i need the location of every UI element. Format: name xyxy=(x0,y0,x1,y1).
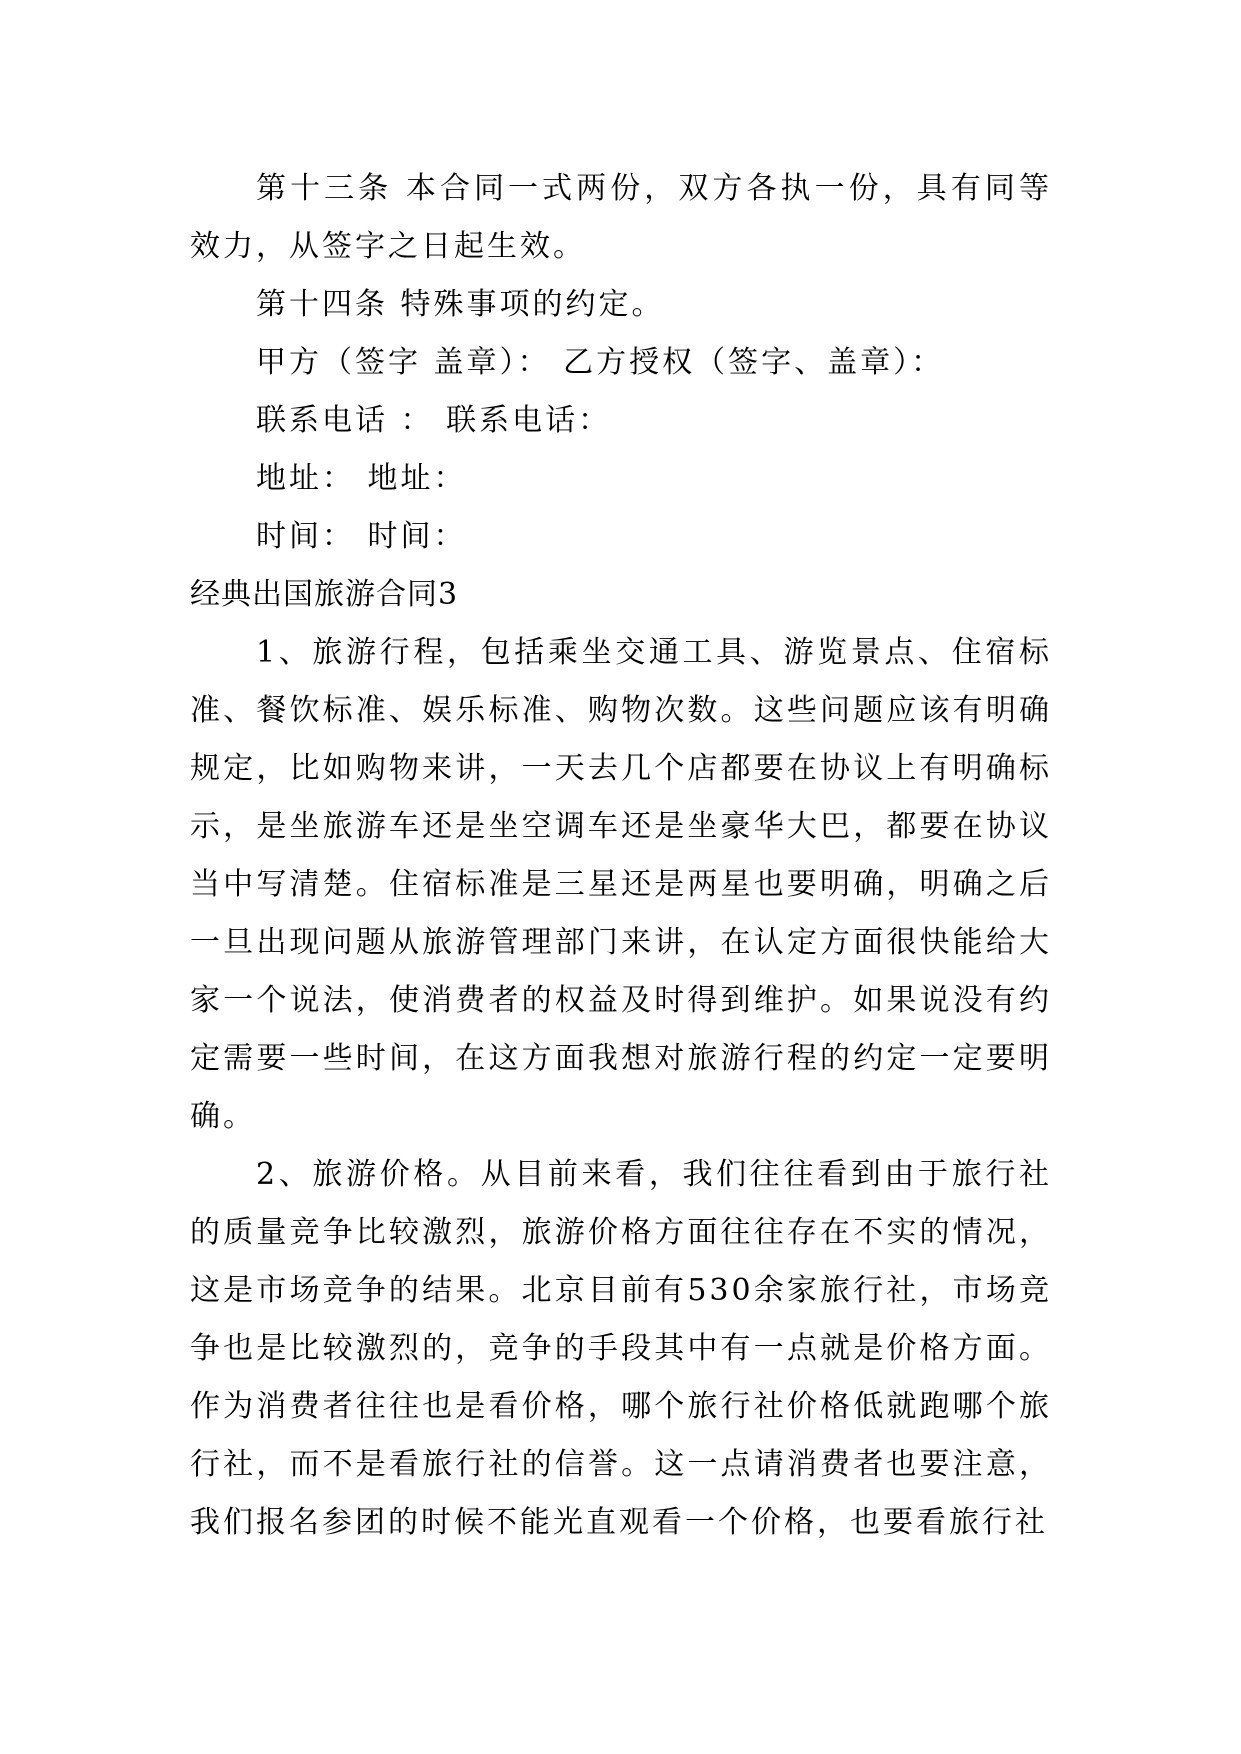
address-line: 地址： 地址： xyxy=(256,461,467,496)
time-line: 时间： 时间： xyxy=(256,519,467,554)
itinerary-paragraph: 1、旅游行程，包括乘坐交通工具、游览景点、住宿标准、餐饮标准、娱乐标准、购物次数。这些问题应该有明确规定，比如购物来讲，一天去几个店都要在协议上有明确标示，是坐旅游车还是坐空调车还是坐豪华大巴，都要在协议当中写清楚。住宿标准是三星还是两星也要明确，明确之后一旦出现问题从旅游管理部门来讲，在认定方面很快能给大家一个说法，使消费者的权益及时得到维护。如果说没有约定需要一些时间，在这方面我想对旅游行程的约定一定要明确。 xyxy=(190,635,1052,1134)
clause-14-paragraph: 第十四条 特殊事项的约定。 xyxy=(256,287,665,322)
phone-line: 联系电话 ： 联系电话： xyxy=(256,403,612,438)
section-heading: 经典出国旅游合同3 xyxy=(190,577,459,612)
price-paragraph: 2、旅游价格。从目前来看，我们往往看到由于旅行社的质量竞争比较激烈，旅游价格方面往往存在不实的情况，这是市场竞争的结果。北京目前有530余家旅行社，市场竞争也是比较激烈的，竞争的手段其中有一点就是价格方面。作为消费者往往也是看价格，哪个旅行社价格低就跑哪个旅行社，而不是看旅行社的信誉。这一点请消费者也要注意，我们报名参团的时候不能光直观看一个价格，也要看旅行社 xyxy=(190,1157,1052,1540)
clause-13-paragraph: 第十三条 本合同一式两份，双方各执一份，具有同等效力，从签字之日起生效。 xyxy=(190,171,1052,264)
document-body xyxy=(190,160,1052,1552)
signature-line: 甲方（签字 盖章）： 乙方授权（签字、盖章）： xyxy=(256,345,945,380)
